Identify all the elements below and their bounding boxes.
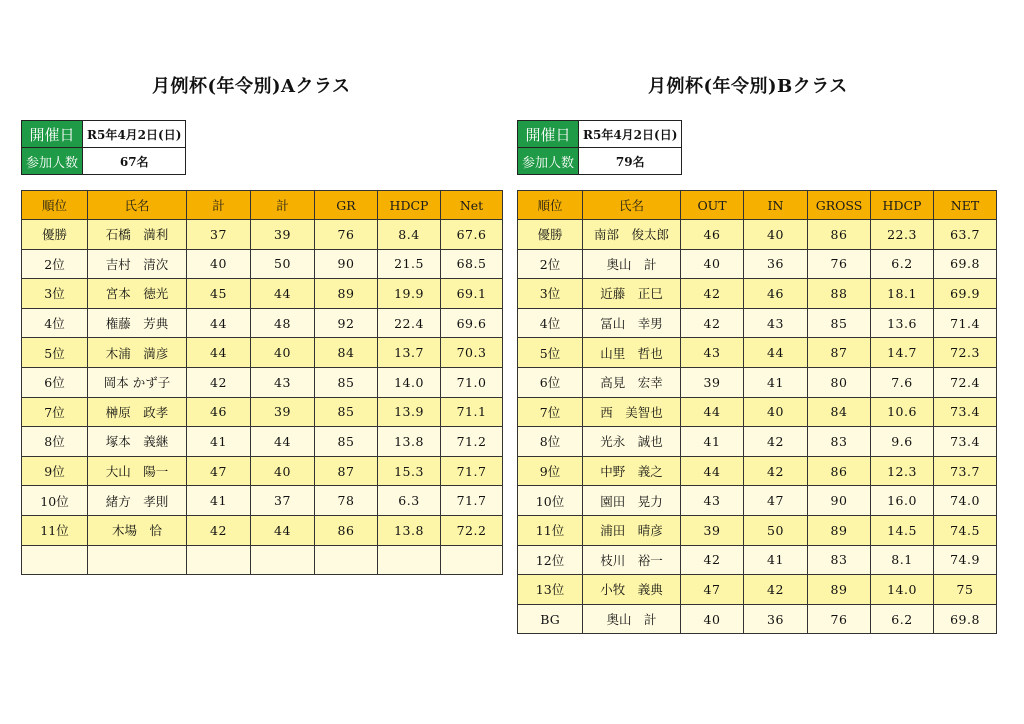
name-cell: 木場 恰 xyxy=(88,515,187,545)
rank-cell: 8位 xyxy=(22,427,88,457)
score-cell: 44 xyxy=(251,515,315,545)
name-cell: 奥山 計 xyxy=(583,249,681,279)
score-cell: 6.2 xyxy=(871,604,934,634)
table-row xyxy=(22,308,503,338)
name-cell: 園田 晃力 xyxy=(583,486,681,516)
score-cell: 13.9 xyxy=(378,397,441,427)
rank-cell: 11位 xyxy=(22,515,88,545)
column-header: GROSS xyxy=(808,191,871,220)
rank-cell: 6位 xyxy=(22,367,88,397)
column-header: 計 xyxy=(251,191,315,220)
score-cell: 83 xyxy=(808,545,871,575)
score-cell: 89 xyxy=(808,575,871,605)
class-a-participants-label: 参加人数 xyxy=(22,148,83,175)
table-row xyxy=(518,220,997,250)
score-cell: 80 xyxy=(808,367,871,397)
score-cell: 72.3 xyxy=(934,338,997,368)
column-header: 計 xyxy=(187,191,251,220)
score-cell xyxy=(251,545,315,575)
score-cell: 71.7 xyxy=(441,486,503,516)
score-cell: 69.8 xyxy=(934,604,997,634)
score-cell: 39 xyxy=(681,515,744,545)
score-cell: 75 xyxy=(934,575,997,605)
score-cell: 42 xyxy=(187,367,251,397)
score-cell: 40 xyxy=(744,220,808,250)
score-cell: 71.2 xyxy=(441,427,503,457)
class-a-date-value: R5年4月2日(日) xyxy=(83,121,186,148)
score-cell: 21.5 xyxy=(378,249,441,279)
table-row xyxy=(22,427,503,457)
name-cell: 石橋 満利 xyxy=(88,220,187,250)
score-cell: 39 xyxy=(251,220,315,250)
column-header: HDCP xyxy=(378,191,441,220)
score-cell: 71.4 xyxy=(934,308,997,338)
name-cell: 岡本 かず子 xyxy=(88,367,187,397)
score-cell: 40 xyxy=(681,604,744,634)
score-cell: 14.5 xyxy=(871,515,934,545)
score-cell: 42 xyxy=(187,515,251,545)
score-cell: 43 xyxy=(681,486,744,516)
score-cell: 8.1 xyxy=(871,545,934,575)
table-row xyxy=(518,338,997,368)
score-cell: 76 xyxy=(315,220,378,250)
score-cell: 14.0 xyxy=(871,575,934,605)
name-cell: 奥山 計 xyxy=(583,604,681,634)
column-header: OUT xyxy=(681,191,744,220)
score-cell: 83 xyxy=(808,427,871,457)
score-cell: 9.6 xyxy=(871,427,934,457)
name-cell: 枝川 裕一 xyxy=(583,545,681,575)
score-cell: 73.4 xyxy=(934,397,997,427)
score-cell: 50 xyxy=(744,515,808,545)
table-row xyxy=(518,545,997,575)
name-cell: 光永 誠也 xyxy=(583,427,681,457)
class-a-info xyxy=(21,120,186,175)
score-cell: 37 xyxy=(251,486,315,516)
class-b-info xyxy=(517,120,682,175)
rank-cell: 6位 xyxy=(518,367,583,397)
table-row xyxy=(518,367,997,397)
score-cell: 46 xyxy=(681,220,744,250)
score-cell: 42 xyxy=(744,575,808,605)
column-header: NET xyxy=(934,191,997,220)
score-cell: 84 xyxy=(808,397,871,427)
score-cell xyxy=(441,545,503,575)
score-cell: 78 xyxy=(315,486,378,516)
score-cell: 45 xyxy=(187,279,251,309)
class-b-title: 月例杯(年令別)Bクラス xyxy=(648,76,848,97)
score-cell: 90 xyxy=(808,486,871,516)
score-cell: 41 xyxy=(681,427,744,457)
name-cell: 大山 陽一 xyxy=(88,456,187,486)
score-cell: 74.9 xyxy=(934,545,997,575)
score-cell: 44 xyxy=(681,456,744,486)
score-cell: 44 xyxy=(251,427,315,457)
score-cell: 13.8 xyxy=(378,427,441,457)
table-row xyxy=(518,249,997,279)
score-cell: 73.4 xyxy=(934,427,997,457)
column-header: GR xyxy=(315,191,378,220)
score-cell: 13.6 xyxy=(871,308,934,338)
name-cell: 塚本 義継 xyxy=(88,427,187,457)
score-cell: 18.1 xyxy=(871,279,934,309)
name-cell: 小牧 義典 xyxy=(583,575,681,605)
score-cell: 39 xyxy=(251,397,315,427)
score-cell: 70.3 xyxy=(441,338,503,368)
table-row xyxy=(22,486,503,516)
column-header: Net xyxy=(441,191,503,220)
rank-cell: 3位 xyxy=(518,279,583,309)
rank-cell: 2位 xyxy=(22,249,88,279)
rank-cell: 4位 xyxy=(518,308,583,338)
rank-cell: 2位 xyxy=(518,249,583,279)
table-row xyxy=(22,279,503,309)
class-b-results-table xyxy=(517,190,997,634)
table-row xyxy=(22,338,503,368)
table-row xyxy=(518,486,997,516)
class-a-participants-value: 67名 xyxy=(83,148,186,175)
table-row xyxy=(22,397,503,427)
score-cell: 42 xyxy=(681,308,744,338)
name-cell: 中野 義之 xyxy=(583,456,681,486)
score-cell: 42 xyxy=(744,427,808,457)
score-cell: 40 xyxy=(251,456,315,486)
class-b-date-label: 開催日 xyxy=(518,121,579,148)
score-cell: 46 xyxy=(744,279,808,309)
score-cell: 69.6 xyxy=(441,308,503,338)
score-cell: 74.5 xyxy=(934,515,997,545)
score-cell: 71.1 xyxy=(441,397,503,427)
table-row xyxy=(22,249,503,279)
rank-cell: 5位 xyxy=(518,338,583,368)
score-cell: 73.7 xyxy=(934,456,997,486)
score-cell: 48 xyxy=(251,308,315,338)
table-row xyxy=(518,575,997,605)
name-cell: 宮本 徳光 xyxy=(88,279,187,309)
class-b-header-row xyxy=(518,191,997,220)
score-cell: 40 xyxy=(187,249,251,279)
table-row xyxy=(22,367,503,397)
score-cell: 69.9 xyxy=(934,279,997,309)
score-cell: 89 xyxy=(808,515,871,545)
score-cell: 40 xyxy=(744,397,808,427)
score-cell: 85 xyxy=(315,397,378,427)
score-cell: 44 xyxy=(251,279,315,309)
score-cell: 41 xyxy=(187,427,251,457)
rank-cell: 7位 xyxy=(518,397,583,427)
score-cell: 44 xyxy=(681,397,744,427)
score-cell: 86 xyxy=(808,220,871,250)
score-cell: 6.2 xyxy=(871,249,934,279)
rank-cell: 7位 xyxy=(22,397,88,427)
score-cell: 7.6 xyxy=(871,367,934,397)
table-row xyxy=(22,456,503,486)
name-cell: 山里 哲也 xyxy=(583,338,681,368)
rank-cell: 5位 xyxy=(22,338,88,368)
score-cell: 92 xyxy=(315,308,378,338)
score-cell: 14.0 xyxy=(378,367,441,397)
score-cell: 47 xyxy=(744,486,808,516)
score-cell: 41 xyxy=(187,486,251,516)
name-cell: 緒方 孝則 xyxy=(88,486,187,516)
score-cell: 67.6 xyxy=(441,220,503,250)
score-cell: 84 xyxy=(315,338,378,368)
column-header: 順位 xyxy=(518,191,583,220)
score-cell: 6.3 xyxy=(378,486,441,516)
score-cell: 47 xyxy=(681,575,744,605)
score-cell: 16.0 xyxy=(871,486,934,516)
rank-cell: 13位 xyxy=(518,575,583,605)
rank-cell: 優勝 xyxy=(518,220,583,250)
score-cell: 74.0 xyxy=(934,486,997,516)
table-row xyxy=(22,545,503,575)
name-cell: 近藤 正巳 xyxy=(583,279,681,309)
column-header: HDCP xyxy=(871,191,934,220)
score-cell: 41 xyxy=(744,545,808,575)
name-cell: 浦田 晴彦 xyxy=(583,515,681,545)
class-a-title: 月例杯(年令別)Aクラス xyxy=(152,76,351,97)
rank-cell: 10位 xyxy=(518,486,583,516)
name-cell: 冨山 幸男 xyxy=(583,308,681,338)
score-cell: 13.7 xyxy=(378,338,441,368)
table-row xyxy=(518,427,997,457)
rank-cell: 優勝 xyxy=(22,220,88,250)
score-cell: 47 xyxy=(187,456,251,486)
score-cell: 76 xyxy=(808,604,871,634)
score-cell: 42 xyxy=(744,456,808,486)
score-cell xyxy=(378,545,441,575)
rank-cell: 11位 xyxy=(518,515,583,545)
score-cell: 13.8 xyxy=(378,515,441,545)
score-cell: 46 xyxy=(187,397,251,427)
score-cell: 40 xyxy=(681,249,744,279)
table-row xyxy=(22,220,503,250)
score-cell: 43 xyxy=(744,308,808,338)
name-cell: 高見 宏幸 xyxy=(583,367,681,397)
name-cell: 榊原 政孝 xyxy=(88,397,187,427)
table-row xyxy=(518,515,997,545)
table-row xyxy=(518,308,997,338)
name-cell: 西 美智也 xyxy=(583,397,681,427)
score-cell: 43 xyxy=(681,338,744,368)
score-cell: 88 xyxy=(808,279,871,309)
score-cell: 85 xyxy=(808,308,871,338)
score-cell: 89 xyxy=(315,279,378,309)
score-cell: 12.3 xyxy=(871,456,934,486)
table-row xyxy=(518,456,997,486)
rank-cell: 4位 xyxy=(22,308,88,338)
score-cell: 39 xyxy=(681,367,744,397)
rank-cell: 3位 xyxy=(22,279,88,309)
score-cell: 72.4 xyxy=(934,367,997,397)
score-cell: 76 xyxy=(808,249,871,279)
rank-cell xyxy=(22,545,88,575)
class-a-results-table xyxy=(21,190,503,575)
score-cell: 44 xyxy=(187,338,251,368)
score-cell xyxy=(187,545,251,575)
score-cell: 87 xyxy=(315,456,378,486)
score-cell: 40 xyxy=(251,338,315,368)
score-cell: 14.7 xyxy=(871,338,934,368)
name-cell: 権藤 芳典 xyxy=(88,308,187,338)
score-cell: 36 xyxy=(744,604,808,634)
rank-cell: 9位 xyxy=(22,456,88,486)
score-cell: 71.7 xyxy=(441,456,503,486)
score-cell: 19.9 xyxy=(378,279,441,309)
name-cell: 南部 俊太郎 xyxy=(583,220,681,250)
score-cell: 10.6 xyxy=(871,397,934,427)
score-cell: 37 xyxy=(187,220,251,250)
name-cell: 木浦 満彦 xyxy=(88,338,187,368)
score-cell: 87 xyxy=(808,338,871,368)
score-cell: 69.8 xyxy=(934,249,997,279)
rank-cell: BG xyxy=(518,604,583,634)
score-cell: 44 xyxy=(744,338,808,368)
rank-cell: 12位 xyxy=(518,545,583,575)
score-cell: 69.1 xyxy=(441,279,503,309)
score-cell: 50 xyxy=(251,249,315,279)
score-cell: 15.3 xyxy=(378,456,441,486)
score-cell: 63.7 xyxy=(934,220,997,250)
score-cell: 22.4 xyxy=(378,308,441,338)
score-cell: 43 xyxy=(251,367,315,397)
score-cell: 42 xyxy=(681,545,744,575)
score-cell: 86 xyxy=(808,456,871,486)
score-cell: 71.0 xyxy=(441,367,503,397)
score-cell xyxy=(315,545,378,575)
score-cell: 85 xyxy=(315,427,378,457)
score-cell: 72.2 xyxy=(441,515,503,545)
score-cell: 41 xyxy=(744,367,808,397)
score-cell: 44 xyxy=(187,308,251,338)
table-row xyxy=(518,397,997,427)
score-cell: 86 xyxy=(315,515,378,545)
class-b-participants-value: 79名 xyxy=(579,148,682,175)
score-cell: 22.3 xyxy=(871,220,934,250)
column-header: 順位 xyxy=(22,191,88,220)
score-cell: 90 xyxy=(315,249,378,279)
table-row xyxy=(518,604,997,634)
rank-cell: 9位 xyxy=(518,456,583,486)
score-cell: 68.5 xyxy=(441,249,503,279)
table-row xyxy=(22,515,503,545)
name-cell: 吉村 清次 xyxy=(88,249,187,279)
table-row xyxy=(518,279,997,309)
score-cell: 8.4 xyxy=(378,220,441,250)
class-b-participants-label: 参加人数 xyxy=(518,148,579,175)
class-a-header-row xyxy=(22,191,503,220)
rank-cell: 8位 xyxy=(518,427,583,457)
rank-cell: 10位 xyxy=(22,486,88,516)
score-cell: 36 xyxy=(744,249,808,279)
column-header: 氏名 xyxy=(583,191,681,220)
class-b-date-value: R5年4月2日(日) xyxy=(579,121,682,148)
column-header: 氏名 xyxy=(88,191,187,220)
class-a-date-label: 開催日 xyxy=(22,121,83,148)
name-cell xyxy=(88,545,187,575)
score-cell: 42 xyxy=(681,279,744,309)
column-header: IN xyxy=(744,191,808,220)
score-cell: 85 xyxy=(315,367,378,397)
